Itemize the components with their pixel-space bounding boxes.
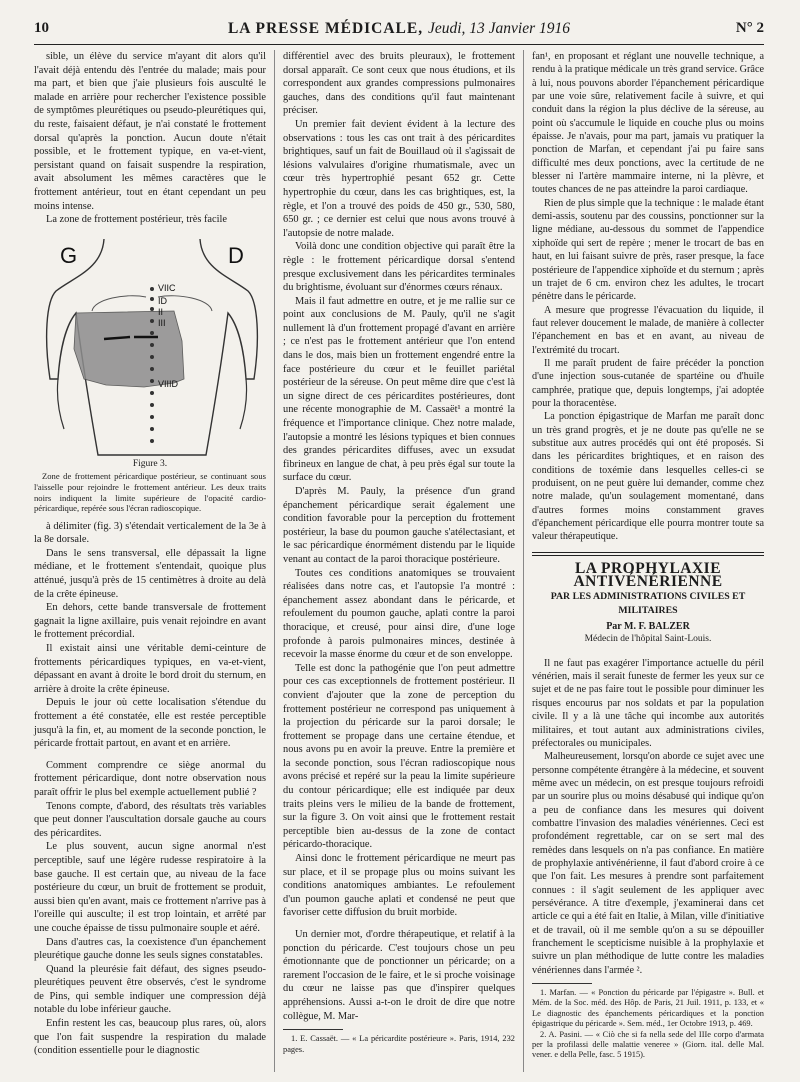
figure-3	[34, 229, 266, 457]
paragraph: sible, un élève du service m'ayant dit alors qu'il l'avait déjà entendu dès l'entrée du malade; mais pour ma part, et bien que j'aie plusieurs fois ausculté le malade en arrière pour rechercher l'existence possible de symptômes pleurétiques ou pseudo-pleurétiques qui, du reste, faisaient défaut, je n'ai constaté le frottement dorsal qu'après la ponction. Aucun doute n'était possible, et le frottement typique, en va-et-vient, persistant quand on faisait suspendre la respiration, avait absolument les mêmes caractères que le frottement antérieur, tout en étant cependant un peu moins intense.	[34, 51, 266, 212]
label-vertebra-iii: III	[158, 317, 166, 328]
author-affiliation: Médecin de l'hôpital Saint-Louis.	[584, 634, 712, 645]
paragraph: Comment comprendre ce siège anormal du frottement péricardique, dont notre observation nous paraît offrir le plus bel exemple actuellement publié ?	[34, 759, 266, 798]
paragraph: Dans d'autres cas, la coexistence d'un épanchement pleurétique gauche donne les seuls signes constatables.	[34, 936, 266, 962]
footnote: 2. A. Pasini. — « Ciò che si fa nella sede del IIIe corpo d'armata per la profilassi delle malattie veneree » (Giorn. ital. delle Mal. vener. e della Pelle, fasc. 5 1915).	[532, 1029, 764, 1060]
paragraph: D'après M. Pauly, la présence d'un grand épanchement péricardique serait également une condition favorable pour la perception du frottement postérieur, la base du poumon gauche s'atélectasiant, et le sac péricardique énormément distendu par le liquide venant au contact de la paroi thoracique postérieure.	[283, 486, 515, 565]
label-vertebra-viiid: VIIID	[158, 378, 179, 389]
paragraph: Le plus souvent, aucun signe anormal n'est perceptible, sauf une légère rudesse respiratoire à la base gauche. Il est certain que, au niveau de la face postérieure du cœur, un bruit de frottement se produit, aussi bien qu'en avant, mais ce frottement n'arrive pas à l'oreille qui ausculte; il est trop lointain, et arrêté par une couche épaisse de tissu pulmonaire souple et aéré.	[34, 841, 266, 934]
column-1	[34, 50, 266, 1058]
paragraph: fan¹, en proposant et réglant une nouvelle technique, a rendu à la pratique médicale un très grand service. Grâce à lui, nous pouvons aborder l'épanchement péricardique par une voie sûre, relativement facile à suivre, et qui conduit dans la région la plus déclive de la séreuse, au point où s'accumule le liquide en couche plus ou moins épaisse. Je n'avais, pour ma part, jamais vu pratiquer la ponction de Marfan, et cependant j'ai pu faire sans difficulté mes deux ponctions, avec la certitude de ne blesser ni l'artère mammaire interne, ni la plèvre, et toutes chances de ne pas atteindre la paroi cardiaque.	[532, 51, 764, 196]
footnote: 1. Marfan. — « Ponction du péricarde par l'épigastre ». Bull. et Mém. de la Soc. méd. des Hôp. de Paris, 21 Juil. 1911, p. 133, et « Le diagnostic des épanchements péricardiques et la ponction épigastrique du péricarde ». Sem. méd., 1er Octobre 1913, p. 469.	[532, 988, 764, 1029]
paragraph: Malheureusement, lorsqu'on aborde ce sujet avec une personne compétente étrangère à la médecine, et souvent même avec un médecin, on est presque toujours refroidi par un sourire plus ou moins désabusé qui indique qu'on a peu de confiance dans les mesures qui doivent combattre l'invasion des maladies vénériennes. Ceci est profondément regrettable, car on se sert mal des remèdes dans lesquels on n'a pas confiance. En matière de prophylaxie antivénérienne, il faut d'abord croire à ce que l'on fait. Les mesures à prendre sont parfaitement connues : il s'agit seulement de les appliquer avec persévérance. A titre d'exemple, j'examinerai dans cet article ce qui a été fait en Italie, à Milan, ville d'initiative et de travail, où il me semble qu'on a su se dépouiller franchement le scepticisme nuisible à la prophylaxie et suivre un plan méthodique de lutte contre les maladies vénériennes dans l'armée ².	[532, 751, 764, 976]
paragraph: Voilà donc une condition objective qui paraît être la règle : le frottement péricardique dorsal s'entend presque exclusivement dans les péricardites terminales du brightisme, évoluant sur d'énormes cœurs rénaux.	[283, 241, 515, 294]
paragraph: Ainsi donc le frottement péricardique ne meurt pas sur place, et il se propage plus ou moins suivant les conditions anatomiques ambiantes. Le refoulement d'un poumon gauche aplati et condensé ne peut que favoriser cette diffusion du bruit morbide.	[283, 853, 515, 919]
article-author: Par M. F. BALZER	[606, 621, 690, 633]
paragraph: Rien de plus simple que la technique : le malade étant demi-assis, soutenu par des coussins, ponctionner sur la ligne médiane, au-dessous du sommet de l'appendice xiphoïde qui sert de repère ; mener le trocart de bas en haut, en lui faisant suivre de près, raser presque, la face postérieure de l'appendice xiphoïde et du sternum ; après un trajet de 6 cm. environ chez les adultes, le trocart pénètre dans le péricarde.	[532, 197, 764, 303]
column-divider	[523, 50, 524, 1072]
paragraph: Un dernier mot, d'ordre thérapeutique, et relatif à la ponction du péricarde. C'est toujours chose un peu émotionnante que de ponctionner un péricarde; on a rarement l'occasion de le faire, et le si proche voisinage du cœur ne laisse pas que d'inspirer quelques appréhensions. Aussi a-t-on le droit de dire que notre collègue, M. Mar-	[283, 929, 515, 1022]
paragraph: Enfin restent les cas, beaucoup plus rares, où, alors que l'on fait suspendre la respiration du malade (condition essentielle pour le diagnostic	[34, 1018, 266, 1057]
paragraph: Il ne faut pas exagérer l'importance actuelle du péril vénérien, mais il serait funeste de fermer les yeux sur ce sujet et de ne pas faire tout le possible pour diminuer les risques encourus par nos soldats et par la population civile. Il y a là une tâche qui incombe aux autorités militaires, et tout autant aux administrations civiles, préfectorales ou municipales.	[532, 657, 764, 749]
journal-title-line	[34, 20, 764, 38]
footnote-separator	[283, 1029, 343, 1030]
paragraph: Un premier fait devient évident à la lecture des observations : tous les cas ont trait à des péricardites brightiques, sauf un fait de Bouillaud où il s'agissait de lésions valvulaires d'origine rhumatismale, avec un cœur très hypertrophié pesant 652 gr. Cette hypertrophie du cœur, dans les cas brightiques, est, la règle, et l'on a trouvé des poids de 450 gr., 530, 580, 650 gr. ; ce dernier est celui que nous avons trouvé à l'autopsie de notre malade.	[283, 118, 515, 239]
figure-title: Figure 3.	[132, 458, 168, 469]
journal-name: LA PRESSE MÉDICALE,	[227, 20, 424, 37]
figure-caption: Zone de frottement péricardique postérieur, se continuant sous l'aisselle pour rejoindre le frottement antérieur. Les deux traits noirs indiquent la limite supérieure de l'opacité cardio-péricardique, repérée sous l'écran radioscopique.	[34, 471, 266, 514]
label-left-side: G	[60, 242, 78, 268]
article-title: LA PROPHYLAXIE ANTIVÉNÉRIENNE	[573, 559, 723, 591]
label-right-side: D	[228, 242, 244, 268]
paragraph: La zone de frottement postérieur, très facile	[46, 214, 228, 226]
page-header	[34, 20, 764, 45]
column-2	[283, 50, 515, 1055]
label-vertebra-id: ID	[158, 295, 167, 306]
column-divider	[274, 50, 275, 1072]
paragraph: Tenons compte, d'abord, des résultats très variables que peut donner l'auscultation dorsale gauche au cours des péricardites.	[34, 800, 266, 839]
paragraph: Dans le sens transversal, elle dépassait la ligne médiane, et le frottement s'entendait, quoique plus atténué, jusqu'à près de 15 centimètres à droite au delà de la crête épineuse.	[34, 547, 266, 600]
issue-number: N° 2	[735, 20, 764, 36]
paragraph: La ponction épigastrique de Marfan me paraît donc un très grand progrès, et je ne doute pas qu'elle ne se substitue aux autres procédés qui ont été proposés. Si dans les péricardites brightiques, et en raison des conditions de toxémie dans lesquelles celles-ci se produisent, on ne peut guère lui demander, comme chez notre malade, qu'un soulagement momentané, dans d'autres formes moins constamment graves d'épanchement péricardique elle pourra montrer toute sa valeur thérapeutique.	[532, 411, 764, 543]
paragraph: Il existait ainsi une véritable demi-ceinture de frottements péricardiques typiques, en va-et-vient, dépassant en avant à droite le bord droit du sternum, en arrière à droite la crête épineuse.	[34, 643, 266, 695]
paragraph: à délimiter (fig. 3) s'étendait verticalement de la 3e à la 8e dorsale.	[34, 520, 266, 546]
paragraph: différentiel avec des bruits pleuraux), le frottement dorsal apparaît. Ce sont ceux que nous étudions, et ils correspondent aux grandes compressions pulmonaires gauches, dans des conditions qu'il faut maintenant préciser.	[283, 51, 515, 117]
label-vertebra-viic: VIIC	[158, 282, 176, 293]
paragraph: Depuis le jour où cette localisation s'étendue du frottement a été constatée, elle est restée perceptible jusqu'à la fin, et, au moment de la seconde ponction, le péricarde frottait partout, en avant et en arrière.	[34, 697, 266, 750]
article-subtitle: PAR LES ADMINISTRATIONS CIVILES ET MILITAIRES	[550, 591, 746, 616]
paragraph: Il me paraît prudent de faire précéder la ponction d'une injection sous-cutanée de spartéine ou d'huile camphrée, pratique que, depuis longtemps, j'ai adoptée pour la thoracentèse.	[532, 357, 764, 409]
paragraph: Mais il faut admettre en outre, et je me rallie sur ce point aux conclusions de M. Pauly, qu'il ne s'agit nullement là d'un frottement propagé d'avant en arrière ; ce n'est pas le frottement antérieur que l'on entend dans le dos, mais bien un frottement engendré entre la face postérieure du cœur et le feuillet pariétal postérieur de la séreuse. On peut même dire que c'est là un signe direct de ces péricardites postérieures, dont une récente monographie de M. Cassaët¹ a montré la fréquence et l'importance clinique. Chez notre malade, l'autopsie a montré les lésions typiques et bien connues des grandes péricardites diffuses, avec un exsudat fibrineux en langue de chat, à peu près égal sur toute la surface du cœur.	[283, 295, 515, 484]
label-vertebra-ii: II	[158, 306, 164, 317]
right-arm-outline	[240, 379, 247, 429]
paragraph: Quand la pleurésie fait défaut, des signes pseudo-pleurétiques peuvent être observés, c'est le syndrome de Pins, qui semble indiquer une compression déjà notable du lobe inférieur gauche.	[34, 963, 266, 1016]
page-number: 10	[34, 20, 49, 36]
issue-date: Jeudi, 13 Janvier 1916	[427, 20, 571, 37]
footnote: 1. E. Cassaët. — « La péricardite postérieure ». Paris, 1914, 232 pages.	[283, 1034, 515, 1054]
paragraph: Toutes ces conditions anatomiques se trouvaient réalisées dans notre cas, et l'autopsie l'a montré : épanchement assez abondant dans le péricarde, et refoulement du poumon gauche, aplati contre la paroi thoracique, et creusé, pour ainsi dire, d'une loge profonde à parois pulmonaires minces, destinée à recevoir la masse énorme du cœur et de son enveloppe.	[283, 567, 515, 661]
friction-zone	[74, 311, 184, 387]
left-arm-outline	[57, 379, 64, 429]
back-diagram	[34, 229, 266, 457]
paragraph: A mesure que progresse l'évacuation du liquide, il faut relever doucement le malade, de manière à collecter l'épanchement en bas et en avant, au niveau de l'extrémité du trocart.	[532, 304, 764, 356]
column-3	[532, 50, 764, 1061]
paragraph: Telle est donc la pathogénie que l'on peut admettre pour ces cas exceptionnels de frottement postérieur. Il convient d'ajouter que la zone de perception du frottement postérieur ne correspond pas uniquement à la projection du péricarde sur la paroi dorsale; le frottement se propage dans une certaine étendue, et nous avons pu en avoir la preuve. Entre la première et la seconde ponction, sous l'écran radioscopique nous avons précisé et repéré sur la peau la limite supérieure du contour péricardique; elle est indiquée par deux traits pleins vers le milieu de la bande de frottement, sur la figure 3. On voit ainsi que le frottement restait perceptible bien au-dessus de la zone de contact péricardo-thoracique.	[283, 662, 515, 851]
article-separator	[532, 552, 764, 556]
paragraph: En dehors, cette bande transversale de frottement gagnait la ligne axillaire, puis venait rejoindre en avant le frottement précordial.	[34, 602, 266, 641]
footnote-separator	[532, 983, 592, 984]
